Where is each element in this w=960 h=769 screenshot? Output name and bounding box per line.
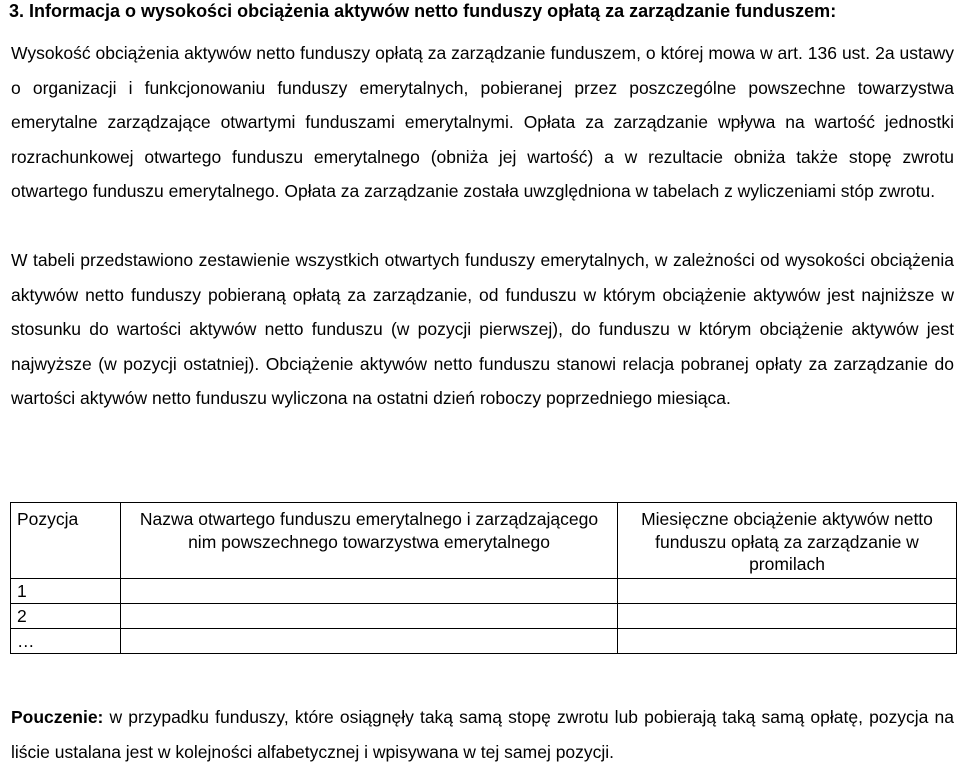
cell-fund-name xyxy=(121,629,618,654)
section-heading: 3. Informacja o wysokości obciążenia aktywów netto funduszy opłatą za zarządzanie funduszem: xyxy=(9,1,837,21)
cell-fund-name xyxy=(121,604,618,629)
table-row xyxy=(11,629,957,654)
paragraph-table-description: W tabeli przedstawiono zestawienie wszystkich otwartych funduszy emerytalnych, w zależności od wysokości obciążenia aktywów netto funduszy pobieraną opłatą za zarządzanie, od funduszu w którym obciążenie aktywów jest najniższe w stosunku do wartości aktywów netto funduszu (w pozycji pierwszej), do funduszu w którym obciążenie aktywów jest najwyższe (w pozycji ostatniej). Obciążenie aktywów netto funduszu stanowi relacja pobranej opłaty za zarządzanie do wartości aktywów netto funduszu wyliczona na ostatni dzień roboczy poprzedniego miesiąca. xyxy=(11,250,954,409)
cell-fund-name xyxy=(121,579,618,604)
header-position: Pozycja xyxy=(11,503,121,579)
cell-position: 1 xyxy=(11,579,121,604)
notice-paragraph xyxy=(11,700,954,769)
notice-label: Pouczenie: xyxy=(11,707,104,727)
table-row xyxy=(11,579,957,604)
paragraph-fee-description: Wysokość obciążenia aktywów netto funduszy opłatą za zarządzanie funduszem, o której mowa w art. 136 ust. 2a ustawy o organizacji i funkcjonowaniu funduszy emerytalnych, pobieranej przez poszczególne powszechne towarzystwa emerytalne zarządzające otwartymi funduszami emerytalnymi. Opłata za zarządzanie wpływa na wartość jednostki rozrachunkowej otwartego funduszu emerytalnego (obniża jej wartość) a w rezultacie obniża także stopę zwrotu otwartego funduszu emerytalnego. Opłata za zarządzanie została uwzględniona w tabelach z wyliczeniami stóp zwrotu. xyxy=(11,43,954,202)
table-row xyxy=(11,604,957,629)
notice-text: w przypadku funduszy, które osiągnęły taką samą stopę zwrotu lub pobierają taką samą opłatę, pozycja na liście ustalana jest w kolejności alfabetycznej i wpisywana w tej samej pozycji. xyxy=(11,707,954,762)
header-monthly-charge: Miesięczne obciążenie aktywów netto funduszu opłatą za zarządzanie w promilach xyxy=(618,503,957,579)
cell-monthly-charge xyxy=(618,579,957,604)
table-header-row xyxy=(11,503,957,579)
cell-position: 2 xyxy=(11,604,121,629)
header-fund-name: Nazwa otwartego funduszu emerytalnego i zarządzającego nim powszechnego towarzystwa emerytalnego xyxy=(121,503,618,579)
cell-monthly-charge xyxy=(618,604,957,629)
cell-monthly-charge xyxy=(618,629,957,654)
cell-position: … xyxy=(11,629,121,654)
ranking-table-container xyxy=(10,502,956,654)
ranking-table xyxy=(10,502,957,654)
